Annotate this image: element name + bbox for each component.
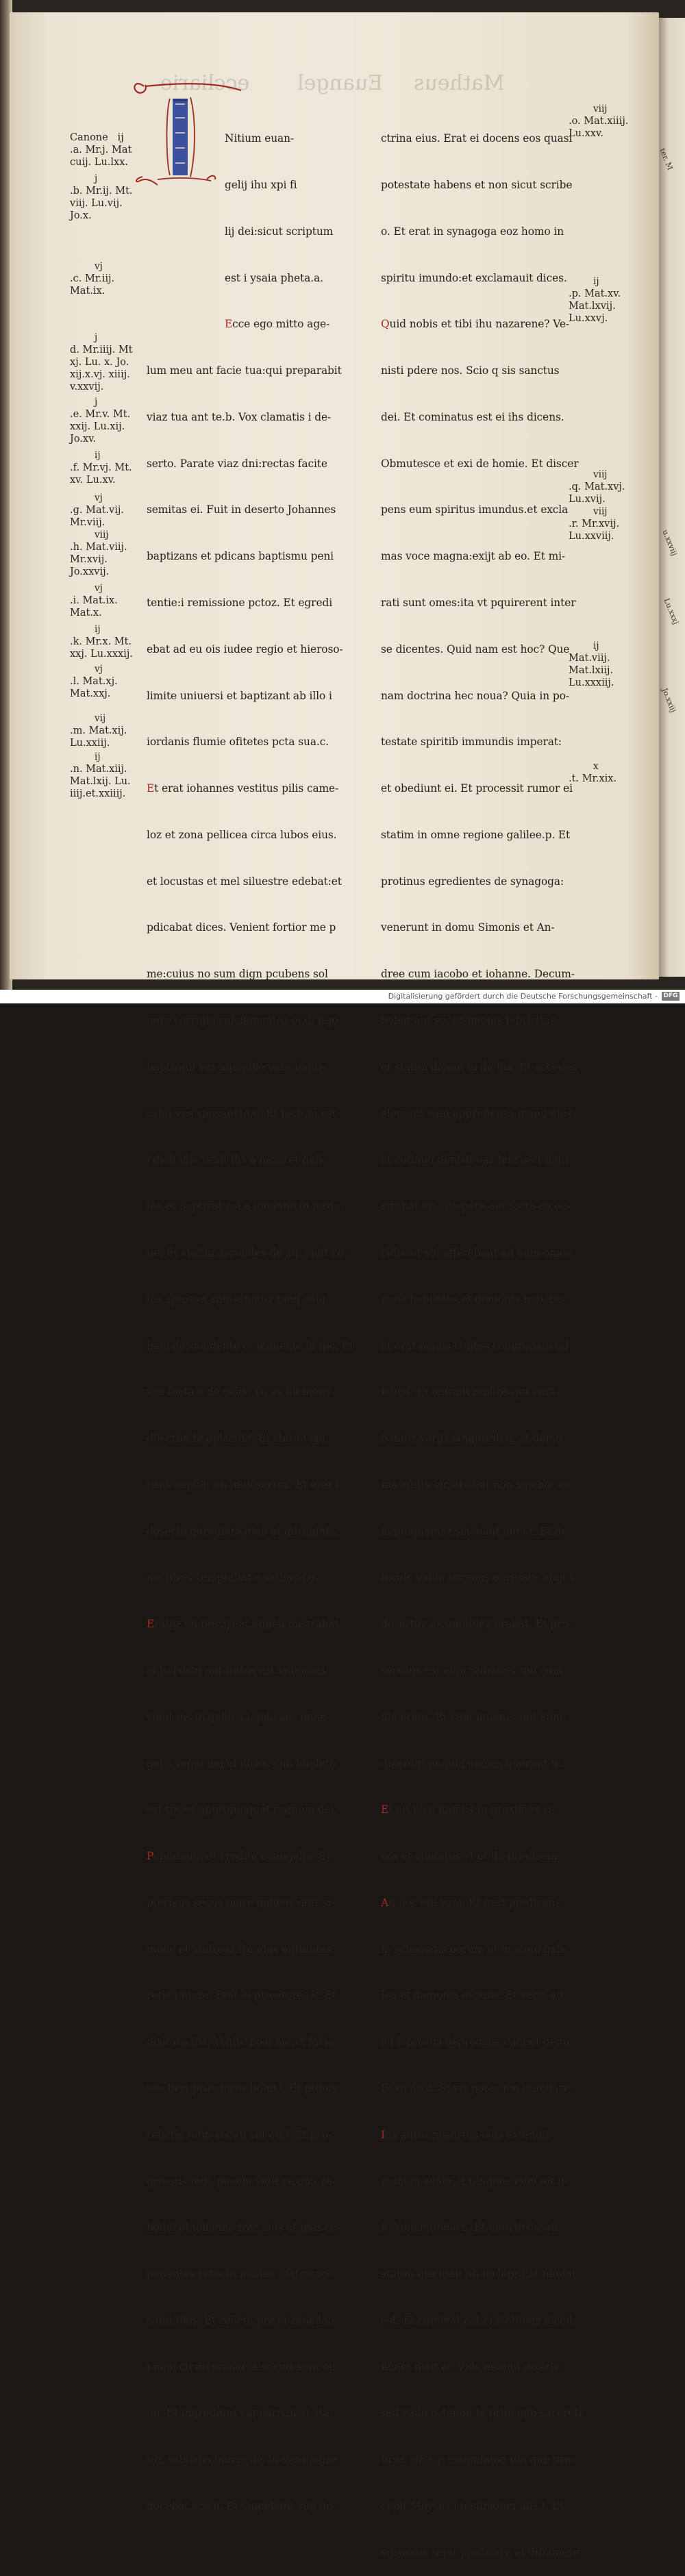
text-line: strabat eis. Vespere aut facto cu oc- [381, 1200, 571, 1213]
text-line: ianua. Et curauit multos qui vexa- [381, 1386, 560, 1399]
text-line: Nitium euan- [225, 132, 295, 145]
text-line: ebat ad eu ois iudee regio et hieroso- [147, 642, 343, 655]
text-line: spiritu imundo:et exclamauit dices. [381, 271, 567, 284]
text-line: Obmutesce et exi de homie. Et discer [381, 457, 579, 470]
dfg-logo: DFG [662, 992, 680, 1001]
text-line: cos et ciuitates:vt et ibi predicem. [381, 1850, 561, 1863]
text-line: luculo valde surgens egressus abijt i [381, 1571, 573, 1584]
margin-note-line: cuij. Lu.lxx. [70, 157, 128, 168]
text-line: et obediunt ei. Et processit rumor ei [381, 782, 573, 795]
text-line: loqui:quoniaz sciebant eum.r. Et di [381, 1525, 565, 1538]
margin-note-line: .g. Mat.vij. [70, 505, 124, 516]
margin-note-line: Mat.ix. [70, 286, 105, 297]
margin-note-block [70, 449, 132, 486]
margin-note-block [70, 529, 127, 578]
text-line: rati sunt omes:ita vt pquirerent inter [381, 597, 576, 609]
text-line: testate spiritib immundis imperat: [381, 736, 562, 749]
text-line: manum suam:et tangens eum ait il- [381, 2175, 568, 2188]
text-line: ei.h. Postq aut tditus est iohannes: [147, 1664, 329, 1677]
text-line: .m. Et ingrediunt capharnau:et sta- [147, 2407, 333, 2420]
text-line: se dicentes. Quid nam est hoc? Que [381, 642, 570, 655]
text-line: i naui cu mercenarijs:secuti sunt eu [147, 2360, 336, 2373]
margin-note-line: ij [95, 450, 101, 461]
text-line: dixit eis ihs. Venite post me:et facia [147, 2036, 334, 2049]
margin-note-block [70, 132, 132, 168]
edge-fragment: ter. M [658, 147, 675, 172]
bleed-through-text-1: Matheus [414, 71, 505, 95]
text-column-right [381, 100, 582, 2576]
next-page-edge [659, 18, 685, 977]
text-line: et erat omnis ciuitas congregata ad [381, 1339, 569, 1352]
margin-note-block [70, 663, 118, 700]
text-line: cidisset sol:afferebant ad eum omes [381, 1246, 571, 1259]
margin-note-line: v.xxvij. [70, 382, 104, 392]
margin-note-line: Mr.xvij. [70, 554, 108, 565]
text-line: Quid nobis et tibi ihu nazarene? Ve- [381, 318, 569, 331]
margin-note-line: .t. Mr.xix. [569, 773, 617, 784]
text-line: nam doctrina hec noua? Quia in po- [381, 689, 569, 702]
text-line: eu leprosus deprecans eum:et genu [381, 2036, 570, 2049]
margin-note-line: Mat.lxvij. [569, 301, 616, 312]
margin-note-line: .e. Mr.v. Mt. [70, 409, 131, 420]
text-line: dree cum iacobo et iohanne. Decum- [381, 968, 575, 981]
text-line: loz et zona pellicea circa lubos eius. [147, 828, 337, 841]
text-line: ctrina eius. Erat ei docens eos quasi [381, 132, 573, 145]
margin-note-line: vij [95, 713, 106, 724]
text-line: mas voce magna:exijt ab eo. Et mi- [381, 550, 566, 563]
text-line: desertuz locum:ibiqz orabat. Et pro- [381, 1618, 572, 1631]
text-line: li. Volo:mundare. Et cum dixisset: [381, 2221, 559, 2234]
text-line: noctib:et temptabat a sathana.g. [147, 1571, 319, 1584]
text-line: bebat aut socr Simonis febricitas: [381, 1014, 559, 1027]
text-line: venerunt in domu Simonis et An- [381, 921, 555, 934]
text-line: bedei et iohanne frez eius et ipos co- [147, 2221, 341, 2234]
margin-note-line: .m. Mat.xij. [70, 725, 127, 736]
margin-note-line: xv. Lu.xv. [70, 475, 116, 486]
text-line: in synagogis eorum et in omni gali- [381, 1942, 567, 1955]
margin-note-line: .p. Mat.xv. [569, 288, 621, 299]
text-line: gelij ihu xpi fi [225, 178, 297, 191]
text-line: dei. Et cominatus est ei ihs dicens. [381, 410, 564, 423]
text-line: lea et demonia eiciens. Et venit ad [381, 1989, 563, 2002]
margin-note-line: viij [95, 529, 109, 540]
text-line: est i ysaia pheta.a. [225, 271, 323, 284]
text-line: deserto qdraginta dieb et qdraginta [147, 1525, 336, 1538]
margin-note-line: .b. Mr.ij. Mt. [70, 186, 133, 197]
margin-note-block [70, 623, 133, 660]
margin-note-block [569, 760, 616, 785]
margin-note-line: Lu.xxvj. [569, 313, 608, 324]
text-line: zabit vos spusancto.e. Et factum est [147, 1107, 337, 1120]
text-line: baptizaui vos aqua:ille vero bapti- [147, 1060, 325, 1073]
margin-note-block [70, 260, 114, 297]
margin-note-line: .a. Mr.j. Mat [70, 145, 132, 155]
margin-note-line: .f. Mr.vj. Mt. [70, 462, 132, 473]
margin-note-line: Jo.x. [70, 210, 92, 221]
text-line: i dieb illis:venit ihs a nazaret gali- [147, 1153, 325, 1166]
margin-note-line: .c. Mr.iij. [70, 273, 115, 284]
text-line: flexo dixit. Si vis potes me mundare. [381, 2082, 573, 2094]
margin-note-line: d. Mr.iiij. Mt [70, 345, 133, 355]
text-line: sed vade ostende te principib saceroti [381, 2407, 582, 2420]
text-line: Ihs autez misertus eius extendit [381, 2128, 550, 2141]
edge-fragment: u.xxviij [660, 528, 680, 558]
margin-note-line: ij [95, 624, 101, 635]
text-line: o. Et erat in synagoga eoz homo in [381, 225, 564, 238]
margin-note-line: ij [95, 751, 101, 762]
margin-note-line: xj. Lu. x. Jo. [70, 357, 129, 368]
text-line: male habentes.et demonia habetes: [381, 1292, 569, 1305]
margin-note-line: Mat.viij. [569, 653, 610, 664]
edge-fragment: Lu.xxxj [662, 597, 681, 626]
margin-note-line: Mat.xxj. [70, 688, 111, 699]
text-line: et cotinuo dimisit eaz febris:et mini [381, 1153, 569, 1166]
margin-note-line: j [95, 332, 98, 343]
margin-note-line: .r. Mr.xvij. [569, 518, 620, 529]
margin-note-line: viij. Lu.vij. [70, 198, 123, 209]
margin-note-line: Jo.xxvij. [70, 566, 110, 577]
text-line: limite uniuersi et baptizant ab illo i [147, 689, 332, 702]
text-line: cauit illos. Et relicto pre ei zebedeo [147, 2314, 334, 2327]
margin-note-line: .k. Mr.x. Mt. [70, 636, 132, 647]
margin-note-line: x [593, 761, 599, 772]
margin-note-line: Mat.lxiij. [569, 665, 614, 676]
text-line: dixerunt ei.quia omnes querunt te. [381, 1757, 565, 1770]
margin-note-line: vj [95, 583, 103, 594]
margin-note-line: Mr.viij. [70, 517, 105, 528]
margin-note-line: viij [593, 103, 608, 114]
margin-note-line: vj [95, 261, 103, 272]
margin-note-line: ij [593, 276, 599, 287]
margin-note-line: viij [593, 506, 608, 517]
text-line: mone et andreaz fre eius mittentes [147, 1942, 332, 1955]
margin-note-line: iiij.et.xxiiij. [70, 788, 126, 799]
text-line: bantur varijs languorib.q. et demo [381, 1432, 562, 1445]
text-line: los aptos:et spmsanctuz tanq colu- [147, 1292, 329, 1305]
text-line: Eratqz cu bestijs:et angeli mistrabat [147, 1618, 339, 1631]
margin-note-line: Canone ij [70, 132, 124, 143]
text-line: secutus est eum Simon:et qui cum [381, 1664, 563, 1677]
margin-note-block [70, 582, 118, 619]
text-line: egressus cepit predicare et diffamare [381, 2546, 580, 2559]
text-line: nia multa eiciebat:et non sinebat ea [381, 1478, 571, 1491]
text-line: et locustas et mel siluestre edebat:et [147, 875, 342, 888]
text-line: Et ait illis. Eamus in proximos vi- [381, 1803, 556, 1816]
text-line: semitas ei. Fuit in deserto Johannes [147, 503, 336, 516]
text-line: statim discessit ab eo lepra:et mudat [381, 2268, 577, 2281]
text-line: est tps:et appropinquat regnum dei. [147, 1803, 338, 1816]
text-line: vos fieri piscatores hoim.l. Et ptinus [147, 2082, 338, 2094]
margin-note-line: .i. Mat.ix. [70, 595, 118, 606]
text-line: Penitemini:et credite euangelio. Et [147, 1850, 331, 1863]
margin-note-line: Jo.xv. [70, 434, 97, 445]
text-line: pdicabat dices. Venient fortior me p [147, 921, 336, 934]
text-line: ne. Et statim ascendes de aq. vidit ce- [147, 1246, 347, 1259]
text-line: geliu regni dei et dices. Qm impletu [147, 1757, 336, 1770]
margin-note-line: Lu.xxiij. [70, 738, 110, 749]
text-line: nisti pdere nos. Scio q sis sanctus [381, 364, 560, 377]
text-line: illu:et dixit ei. Vide nemini dixeris: [381, 2360, 563, 2373]
margin-note-block [569, 468, 625, 542]
text-line: potestate habens et non sicut scribe [381, 178, 573, 191]
margin-note-line: .h. Mat.viij. [70, 542, 127, 553]
margin-note-line: Lu.xxxiij. [569, 677, 614, 688]
text-line: baptizans et pdicans baptismu peni [147, 550, 334, 563]
text-line: gressus inde pusillu vidit iacobu ze- [147, 2175, 336, 2188]
text-line: protinus egredientes de synagoga: [381, 875, 564, 888]
margin-note-line: xxj. Lu.xxxij. [70, 649, 133, 660]
margin-note-line: Mat.lxij. Lu. [70, 776, 131, 787]
text-line: et statim dicunt ei de illa. Et accedes [381, 1060, 577, 1073]
margin-note-line: ij [593, 640, 599, 651]
bleed-through-text-3: eccliarie [160, 71, 250, 95]
margin-note-line: .o. Mat.xiiij. [569, 116, 629, 127]
margin-note-line: vj [95, 492, 103, 503]
text-line: retia i mare. Erat ei piscatores.k. Et [147, 1989, 337, 2002]
margin-note-line: j [95, 397, 98, 408]
margin-note-block [569, 103, 628, 140]
text-line: venit ihs in galilea.i. pdicans euan- [147, 1710, 330, 1723]
margin-note-line: Lu.xxviij. [569, 531, 614, 542]
text-line: statim in omne regione galilee.p. Et [381, 828, 571, 841]
text-line: uere corrigia calciamentoz ei.d. Ego [147, 1014, 338, 1027]
margin-note-line: .n. Mat.xiij. [70, 764, 127, 775]
text-line: tim sabbatis ingressus in synagogaz [147, 2453, 338, 2466]
margin-note-line: xxij. Lu.xij. [70, 421, 125, 432]
margin-note-line: j [95, 173, 98, 184]
text-line: Et erat iohannes vestitus pilis came- [147, 782, 339, 795]
text-line: viaz tua ant te.b. Vox clamatis i de- [147, 410, 332, 423]
text-line: illo erant. Et cum inuenissent eum: [381, 1710, 566, 1723]
text-line: serto. Parate viaz dni:rectas facite [147, 457, 327, 470]
text-line: lee et baptizat est a iohanne in iorda- [147, 1200, 344, 1213]
text-column-left [147, 100, 353, 2529]
bleed-through-text-2: Euangel [297, 71, 383, 95]
footer-credit: Digitalisierung gefördert durch die Deutsche Forschungsgemeinschaft - [388, 992, 658, 1001]
text-line: me:cuius no sum dign pcubens sol [147, 968, 328, 981]
margin-note-line: xij.x.vj. xiiij. [70, 369, 130, 380]
text-line: ritus expulit eu in desertuz. Et erat i [147, 1478, 339, 1491]
margin-note-block [70, 332, 133, 393]
margin-note-block [70, 712, 127, 749]
text-line: pteriens secus mare galilee:vidit si- [147, 1896, 334, 1909]
margin-note-line: Lu.xxv. [569, 128, 604, 139]
margin-note-line: Mat.x. [70, 608, 102, 618]
margin-note-block [70, 751, 131, 800]
text-line: tu:et offer p emundatoe tua que pre- [381, 2453, 575, 2466]
text-line: bam descendente et manente in ipo. Et [147, 1339, 354, 1352]
text-line: relictis retib secuti sut eu.l. Et pro- [147, 2128, 332, 2141]
text-line: lij dei:sicut scriptum [225, 225, 334, 238]
text-line: iordanis flumie ofitetes pcta sua.c. [147, 736, 329, 749]
text-line: vox facta e de celis. Tu es fili meus [147, 1386, 331, 1399]
text-line: tentie:i remissione pctoz. Et egredi [147, 597, 333, 609]
margin-note-line: Lu.xvij. [569, 494, 606, 505]
text-line: docebat eos.n. Et stupebant sup do- [147, 2500, 336, 2513]
text-line: dilect:in te oplacui.f. Et statim spi [147, 1432, 325, 1445]
margin-note-block [569, 640, 614, 689]
margin-note-block [569, 275, 621, 325]
margin-note-line: vj [95, 664, 103, 675]
text-line: Ad hoc eni veni. Et erat predicans [381, 1896, 561, 1909]
text-line: cepit Moyses i testimoniu illis.t. Et [381, 2500, 564, 2513]
margin-note-block [70, 396, 130, 445]
margin-note-block [70, 173, 133, 222]
margin-note-line: .l. Mat.xj. [70, 676, 118, 687]
margin-note-line: viij [593, 469, 608, 480]
text-line: ponentes retia in naui:et statim vo- [147, 2268, 332, 2281]
text-line: eleuauit eam apprehensa manu eius: [381, 1107, 576, 1120]
margin-note-line: .q. Mat.xvj. [569, 482, 625, 492]
text-line: est. Et cominat est ei statimqz eiecit [381, 2314, 573, 2327]
edge-fragment: Jo.xxiij [660, 686, 678, 714]
text-line: Ecce ego mitto age- [225, 318, 330, 331]
margin-note-block [70, 492, 124, 529]
text-line: lum meu ant facie tua:qui preparabit [147, 364, 342, 377]
text-line: pens eum spiritus imundus.et excla [381, 503, 569, 516]
